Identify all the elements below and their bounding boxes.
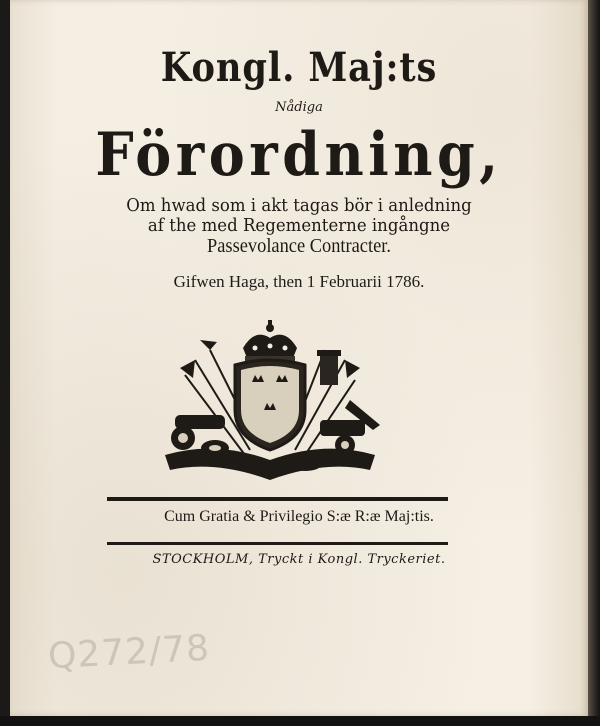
- date-line: Gifwen Haga, then 1 Februarii 1786.: [173, 272, 425, 291]
- title-main-forordning: Förordning,: [95, 120, 503, 190]
- privilege-line: Cum Gratia & Privilegio S:æ R:æ Maj:tis.: [164, 508, 434, 525]
- pencil-shelfmark: Q272/78: [47, 627, 211, 678]
- subtitle-line-3: Passevolance Contracter.: [207, 235, 391, 257]
- document-page: [10, 0, 588, 716]
- subtitle-line-2: af the med Regementerne ingångne: [147, 215, 451, 236]
- title-line-nadiga: Nådiga: [275, 100, 323, 115]
- title-line-kongl-majts: Kongl. Maj:ts: [160, 44, 438, 91]
- subtitle-line-1: Om hwad som i akt tagas bör i anledning: [126, 195, 472, 216]
- imprint-line: STOCKHOLM, Tryckt i Kongl. Tryckeriet.: [152, 552, 446, 567]
- crown-icon: [243, 320, 297, 362]
- bottom-divider-rule: [107, 542, 448, 545]
- page-right-edge: [588, 0, 600, 726]
- royal-coat-of-arms-emblem: [155, 320, 385, 485]
- page-bottom-edge: [0, 716, 600, 726]
- top-divider-rule: [107, 497, 448, 501]
- subtitle-block: [33, 196, 565, 256]
